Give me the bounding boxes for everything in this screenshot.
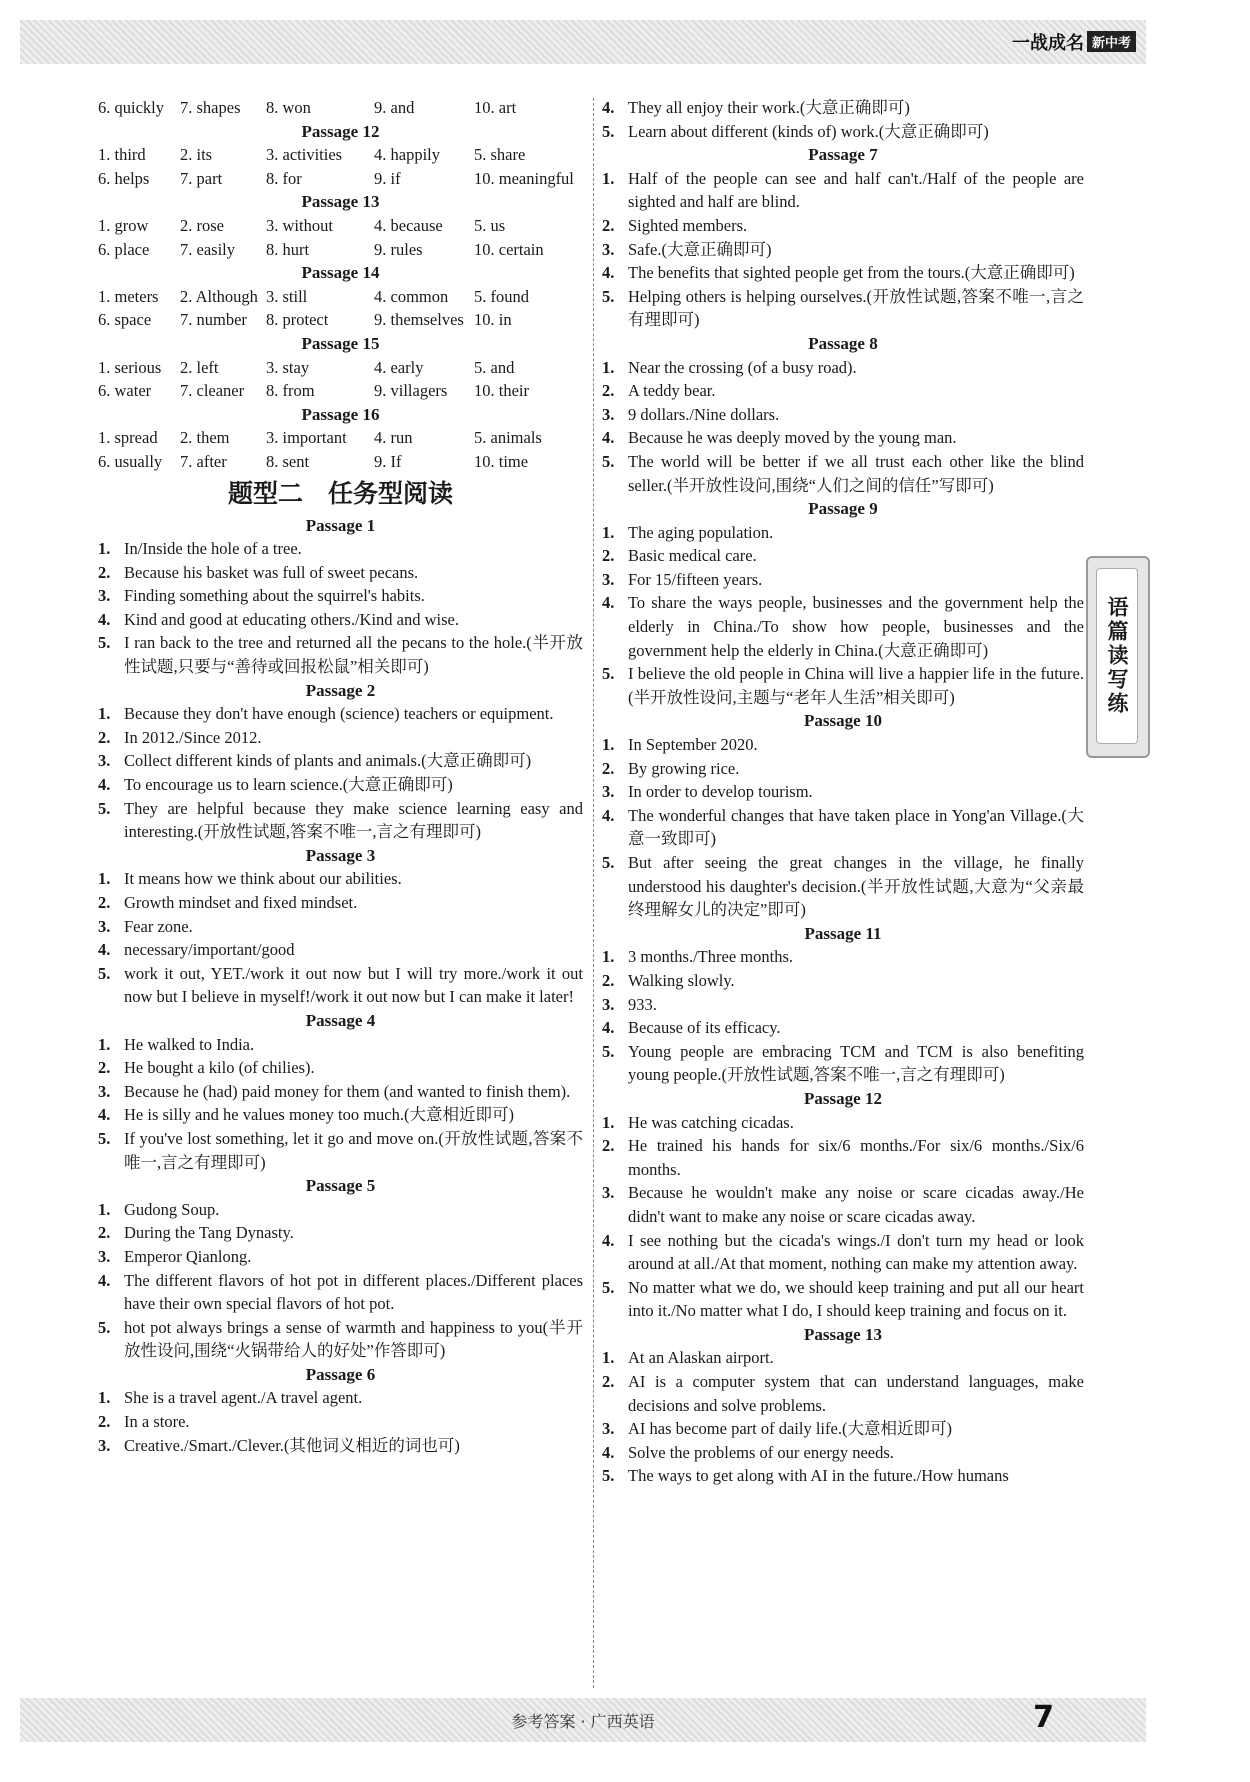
passage-title: Passage 13 bbox=[301, 192, 380, 212]
item-number: 5. bbox=[602, 451, 615, 471]
answer-cell: 9. if bbox=[374, 168, 401, 188]
answer-item bbox=[98, 584, 583, 608]
answer-cell: 5. share bbox=[474, 145, 526, 165]
answer-item bbox=[602, 969, 1084, 993]
item-text: Walking slowly. bbox=[628, 970, 735, 990]
item-number: 1. bbox=[98, 704, 111, 724]
answer-item bbox=[602, 426, 1084, 450]
item-text: Safe.(大意正确即可) bbox=[628, 239, 772, 259]
item-text: hot pot always brings a sense of warmth and happiness to you(半开放性设问,围绕“火锅带给人的好处”作答即可) bbox=[124, 1317, 583, 1361]
item-text: It means how we think about our abilities. bbox=[124, 869, 402, 889]
passage-title: Passage 12 bbox=[301, 121, 380, 141]
item-number: 3. bbox=[602, 994, 615, 1014]
item-number: 3. bbox=[602, 239, 615, 259]
answer-cell: 1. third bbox=[98, 145, 146, 165]
item-number: 4. bbox=[98, 1105, 111, 1125]
item-text: In/Inside the hole of a tree. bbox=[124, 539, 302, 559]
item-number: 4. bbox=[602, 1442, 615, 1462]
item-number: 3. bbox=[98, 751, 111, 771]
answer-cell: 4. common bbox=[374, 286, 449, 306]
item-text: Solve the problems of our energy needs. bbox=[628, 1442, 894, 1462]
answer-cell: 8. won bbox=[266, 98, 311, 117]
answer-item bbox=[602, 1276, 1084, 1323]
answer-item bbox=[602, 1134, 1084, 1181]
answer-item bbox=[602, 1040, 1084, 1087]
passage-title: Passage 11 bbox=[804, 923, 882, 943]
item-text: In 2012./Since 2012. bbox=[124, 727, 262, 747]
item-text: I believe the old people in China will live a happier life in the future.(半开放性设问,主题与“老年人生活”相关即可) bbox=[628, 664, 1084, 707]
item-text: No matter what we do, we should keep training and put all our heart into it./No matter what I do, I should keep training and focus on it. bbox=[628, 1277, 1084, 1321]
item-text: Because of its efficacy. bbox=[628, 1018, 781, 1038]
item-text: During the Tang Dynasty. bbox=[124, 1223, 294, 1243]
item-number: 2. bbox=[98, 727, 111, 747]
answer-cell: 1. spread bbox=[98, 428, 158, 448]
answer-cell: 3. without bbox=[266, 215, 333, 235]
answer-item bbox=[98, 962, 583, 1009]
item-number: 1. bbox=[602, 168, 615, 188]
answer-item bbox=[98, 1221, 583, 1245]
item-number: 1. bbox=[602, 735, 615, 755]
answer-item bbox=[602, 1111, 1084, 1135]
item-number: 2. bbox=[602, 215, 615, 235]
item-number: 4. bbox=[98, 1270, 111, 1290]
answer-cell: 3. stay bbox=[266, 357, 310, 377]
passage-title: Passage 16 bbox=[301, 404, 380, 424]
item-text: 9 dollars./Nine dollars. bbox=[628, 404, 780, 424]
answer-cell: 9. and bbox=[374, 98, 415, 117]
item-number: 3. bbox=[98, 1435, 111, 1455]
item-number: 1. bbox=[98, 1199, 111, 1219]
answer-item bbox=[602, 450, 1084, 497]
item-text: The different flavors of hot pot in different places./Different places have their own special flavors of hot pot. bbox=[124, 1270, 583, 1314]
answer-item bbox=[602, 757, 1084, 781]
item-number: 5. bbox=[98, 963, 111, 983]
answer-item bbox=[602, 120, 1084, 144]
answer-cell: 7. after bbox=[180, 451, 227, 471]
answer-row bbox=[98, 238, 583, 262]
passage-title: Passage 4 bbox=[305, 1010, 376, 1030]
item-number: 2. bbox=[602, 970, 615, 990]
item-number: 5. bbox=[602, 1466, 615, 1486]
answer-cell: 9. If bbox=[374, 451, 402, 471]
item-number: 5. bbox=[98, 1128, 111, 1148]
item-number: 1. bbox=[98, 1388, 111, 1408]
answer-cell: 3. still bbox=[266, 286, 308, 306]
passage-title: Passage 6 bbox=[305, 1364, 376, 1384]
passage-title: Passage 5 bbox=[305, 1176, 376, 1196]
item-number: 1. bbox=[602, 947, 615, 967]
item-text: They all enjoy their work.(大意正确即可) bbox=[628, 98, 910, 117]
answer-cell: 2. left bbox=[180, 357, 219, 377]
answer-item bbox=[98, 1056, 583, 1080]
left-column bbox=[98, 96, 583, 1457]
item-text: Collect different kinds of plants and animals.(大意正确即可) bbox=[124, 751, 532, 771]
answer-cell: 9. villagers bbox=[374, 381, 448, 401]
item-text: She is a travel agent./A travel agent. bbox=[124, 1388, 363, 1408]
item-number: 5. bbox=[98, 1317, 111, 1337]
answer-item bbox=[98, 891, 583, 915]
item-text: He was catching cicadas. bbox=[628, 1112, 794, 1132]
answer-cell: 5. and bbox=[474, 357, 515, 377]
answer-cell: 5. animals bbox=[474, 428, 542, 448]
item-text: Finding something about the squirrel's habits. bbox=[124, 586, 425, 606]
answer-item bbox=[602, 379, 1084, 403]
answer-item bbox=[98, 1127, 583, 1174]
item-number: 3. bbox=[602, 1183, 615, 1203]
item-number: 5. bbox=[602, 1041, 615, 1061]
item-number: 2. bbox=[98, 1058, 111, 1078]
answer-item bbox=[602, 945, 1084, 969]
footer-text: 参考答案 · 广西英语 bbox=[511, 1712, 655, 1731]
answer-item bbox=[98, 915, 583, 939]
answer-item bbox=[98, 1198, 583, 1222]
item-number: 3. bbox=[98, 1246, 111, 1266]
answer-row bbox=[98, 143, 583, 167]
item-text: The ways to get along with AI in the future./How humans bbox=[628, 1466, 1009, 1486]
item-number: 5. bbox=[602, 664, 615, 684]
item-text: He bought a kilo (of chilies). bbox=[124, 1058, 315, 1078]
answer-cell: 7. number bbox=[180, 310, 247, 330]
item-text: They are helpful because they make science learning easy and interesting.(开放性试题,答案不唯一,言之有理即可) bbox=[124, 798, 583, 842]
item-text: Emperor Qianlong. bbox=[124, 1246, 252, 1266]
item-text: work it out, YET./work it out now but I will try more./work it out now but I believe in myself!/work it out now but I can make it later! bbox=[124, 963, 583, 1007]
item-number: 5. bbox=[602, 853, 615, 872]
item-number: 1. bbox=[602, 1112, 615, 1132]
answer-item bbox=[98, 702, 583, 726]
item-text: AI has become part of daily life.(大意相近即可) bbox=[628, 1419, 952, 1439]
item-text: A teddy bear. bbox=[628, 381, 716, 401]
answer-cell: 2. Although bbox=[180, 286, 258, 306]
item-text: necessary/important/good bbox=[124, 940, 295, 960]
passage-title: Passage 1 bbox=[305, 515, 376, 535]
answer-item bbox=[98, 1080, 583, 1104]
passage-title: Passage 9 bbox=[808, 499, 878, 519]
item-text: 3 months./Three months. bbox=[628, 947, 793, 967]
answer-item bbox=[98, 1410, 583, 1434]
answer-item bbox=[602, 1181, 1084, 1228]
item-number: 4. bbox=[602, 805, 615, 825]
answer-item bbox=[602, 261, 1084, 285]
answer-cell: 2. rose bbox=[180, 215, 224, 235]
item-text: Because he (had) paid money for them (and wanted to finish them). bbox=[124, 1081, 571, 1101]
item-number: 3. bbox=[602, 782, 615, 802]
answer-cell: 7. easily bbox=[180, 239, 235, 259]
item-text: To share the ways people, businesses and the government help the elderly in China./To show how people, businesses and the government help the elderly in China.(大意正确即可) bbox=[628, 593, 1084, 660]
answer-item bbox=[98, 867, 583, 891]
answer-item bbox=[98, 726, 583, 750]
answer-cell: 7. cleaner bbox=[180, 381, 245, 401]
item-number: 3. bbox=[602, 1419, 615, 1439]
item-number: 2. bbox=[98, 1223, 111, 1243]
section-title: 题型二 任务型阅读 bbox=[227, 478, 453, 508]
item-text: He is silly and he values money too much.(大意相近即可) bbox=[124, 1105, 514, 1125]
item-text: Basic medical care. bbox=[628, 546, 757, 566]
answer-item bbox=[98, 938, 583, 962]
answer-item bbox=[602, 238, 1084, 262]
answer-item bbox=[98, 537, 583, 561]
item-text: By growing rice. bbox=[628, 758, 740, 778]
answer-item bbox=[98, 797, 583, 844]
item-text: In a store. bbox=[124, 1412, 190, 1432]
answer-cell: 8. sent bbox=[266, 451, 310, 471]
item-number: 3. bbox=[98, 916, 111, 936]
item-text: Sighted members. bbox=[628, 215, 748, 235]
answer-row bbox=[98, 426, 583, 450]
item-text: 933. bbox=[628, 994, 657, 1014]
item-text: Gudong Soup. bbox=[124, 1199, 220, 1219]
answer-item bbox=[602, 804, 1084, 851]
side-tab bbox=[1086, 556, 1150, 758]
passage-title: Passage 13 bbox=[804, 1324, 882, 1344]
answer-item bbox=[98, 1434, 583, 1458]
item-text: Growth mindset and fixed mindset. bbox=[124, 893, 358, 912]
item-text: Kind and good at educating others./Kind and wise. bbox=[124, 609, 459, 629]
item-number: 4. bbox=[98, 775, 111, 795]
answer-item bbox=[602, 285, 1084, 332]
item-number: 4. bbox=[602, 263, 615, 283]
item-number: 2. bbox=[602, 758, 615, 778]
answer-cell: 10. meaningful bbox=[474, 168, 574, 188]
answer-row bbox=[98, 96, 583, 120]
item-number: 5. bbox=[98, 633, 111, 653]
answer-cell: 4. happily bbox=[374, 145, 440, 165]
answer-item bbox=[98, 1269, 583, 1316]
item-number: 2. bbox=[602, 1136, 615, 1156]
item-text: The world will be better if we all trust each other like the blind seller.(半开放性设问,围绕“人们之间的信任”写即可) bbox=[628, 451, 1084, 495]
answer-cell: 5. us bbox=[474, 215, 506, 235]
item-number: 3. bbox=[602, 404, 615, 424]
answer-item bbox=[602, 96, 1084, 120]
item-number: 4. bbox=[602, 98, 615, 117]
answer-cell: 6. space bbox=[98, 310, 152, 330]
item-text: AI is a computer system that can understand languages, make decisions and solve problems. bbox=[628, 1372, 1084, 1415]
answer-cell: 7. shapes bbox=[180, 98, 241, 117]
item-number: 4. bbox=[98, 940, 111, 960]
answer-cell: 6. usually bbox=[98, 451, 163, 471]
answer-cell: 6. helps bbox=[98, 168, 150, 188]
item-text: Because his basket was full of sweet pecans. bbox=[124, 562, 419, 582]
answer-cell: 4. run bbox=[374, 428, 413, 448]
answer-cell: 9. themselves bbox=[374, 310, 464, 330]
item-number: 1. bbox=[98, 539, 111, 559]
item-number: 4. bbox=[602, 428, 615, 448]
item-text: I ran back to the tree and returned all the pecans to the hole.(半开放性试题,只要与“善待或回报松鼠”相关即可) bbox=[124, 633, 583, 677]
item-number: 2. bbox=[602, 381, 615, 401]
item-number: 2. bbox=[98, 893, 111, 912]
item-number: 2. bbox=[602, 546, 615, 566]
answer-item bbox=[602, 403, 1084, 427]
answer-item bbox=[98, 749, 583, 773]
answer-item bbox=[602, 214, 1084, 238]
item-number: 1. bbox=[602, 357, 615, 377]
answer-row bbox=[98, 379, 583, 403]
answer-item bbox=[602, 733, 1084, 757]
answer-row bbox=[98, 285, 583, 309]
header-bar bbox=[20, 20, 1146, 64]
item-number: 5. bbox=[602, 286, 615, 306]
item-text: Creative./Smart./Clever.(其他词义相近的词也可) bbox=[124, 1435, 460, 1455]
item-number: 4. bbox=[602, 1230, 615, 1250]
column-divider bbox=[593, 98, 594, 1688]
item-text: Half of the people can see and half can't./Half of the people are sighted and half are blind. bbox=[628, 168, 1084, 212]
answer-row bbox=[98, 356, 583, 380]
item-number: 1. bbox=[98, 869, 111, 889]
item-number: 2. bbox=[98, 562, 111, 582]
answer-cell: 10. their bbox=[474, 381, 529, 401]
answer-cell: 6. water bbox=[98, 381, 152, 401]
answer-row bbox=[98, 450, 583, 474]
answer-item bbox=[98, 1316, 583, 1363]
right-column bbox=[602, 96, 1084, 1488]
answer-item bbox=[602, 356, 1084, 380]
answer-item bbox=[98, 1103, 583, 1127]
item-text: He trained his hands for six/6 months./For six/6 months./Six/6 months. bbox=[628, 1136, 1084, 1179]
item-number: 4. bbox=[602, 1018, 615, 1038]
passage-title: Passage 8 bbox=[808, 333, 878, 353]
answer-row bbox=[98, 214, 583, 238]
answer-item bbox=[602, 521, 1084, 545]
item-number: 4. bbox=[602, 593, 615, 613]
item-number: 3. bbox=[98, 586, 111, 606]
answer-cell: 4. early bbox=[374, 357, 424, 377]
answer-cell: 8. protect bbox=[266, 310, 329, 330]
answer-item bbox=[98, 561, 583, 585]
answer-cell: 10. time bbox=[474, 451, 529, 471]
item-number: 2. bbox=[602, 1372, 615, 1392]
answer-item bbox=[602, 1016, 1084, 1040]
answer-item bbox=[98, 608, 583, 632]
brand-logo: 一战成名 新中考 bbox=[1012, 29, 1136, 55]
footer-bar bbox=[20, 1698, 1146, 1742]
item-text: Learn about different (kinds of) work.(大意正确即可) bbox=[628, 121, 989, 141]
item-text: In order to develop tourism. bbox=[628, 782, 813, 802]
item-text: Because he was deeply moved by the young man. bbox=[628, 428, 957, 448]
item-text: But after seeing the great changes in the village, he finally understood his daughter's decision.(半开放性试题,大意为“父亲最终理解女儿的决定”即可) bbox=[628, 853, 1084, 920]
item-text: The benefits that sighted people get from the tours.(大意正确即可) bbox=[628, 263, 1075, 283]
answer-cell: 2. its bbox=[180, 145, 213, 165]
answer-cell: 1. grow bbox=[98, 215, 149, 235]
answer-item bbox=[602, 993, 1084, 1017]
item-text: For 15/fifteen years. bbox=[628, 569, 763, 589]
answer-cell: 10. certain bbox=[474, 239, 544, 259]
answer-row bbox=[98, 167, 583, 191]
item-number: 3. bbox=[602, 569, 615, 589]
answer-cell: 8. hurt bbox=[266, 239, 310, 259]
answer-cell: 1. meters bbox=[98, 286, 159, 306]
answer-row bbox=[98, 308, 583, 332]
answer-item bbox=[602, 544, 1084, 568]
answer-item bbox=[602, 568, 1084, 592]
passage-title: Passage 7 bbox=[808, 145, 878, 165]
answer-cell: 10. art bbox=[474, 98, 517, 117]
passage-title: Passage 3 bbox=[305, 845, 376, 865]
item-number: 5. bbox=[98, 798, 111, 818]
answer-item bbox=[602, 167, 1084, 214]
answer-item bbox=[602, 662, 1084, 709]
item-number: 5. bbox=[602, 1277, 615, 1297]
item-text: The wonderful changes that have taken place in Yong'an Village.(大意一致即可) bbox=[628, 805, 1084, 849]
answer-item bbox=[602, 1229, 1084, 1276]
item-text: Near the crossing (of a busy road). bbox=[628, 357, 857, 377]
side-tab-label: 语篇读写练 bbox=[1096, 568, 1138, 744]
answer-cell: 3. activities bbox=[266, 145, 343, 165]
item-text: He walked to India. bbox=[124, 1034, 255, 1054]
answer-item bbox=[98, 1033, 583, 1057]
answer-cell: 6. place bbox=[98, 239, 150, 259]
answer-item bbox=[98, 631, 583, 678]
answer-cell: 5. found bbox=[474, 286, 529, 306]
item-text: Because he wouldn't make any noise or scare cicadas away./He didn't want to make any noise or scare cicadas away. bbox=[628, 1183, 1084, 1226]
answer-cell: 9. rules bbox=[374, 239, 423, 259]
answer-cell: 7. part bbox=[180, 168, 223, 188]
item-text: Because they don't have enough (science) teachers or equipment. bbox=[124, 704, 554, 724]
answer-item bbox=[602, 1441, 1084, 1465]
answer-item bbox=[602, 851, 1084, 922]
answer-item bbox=[602, 1417, 1084, 1441]
answer-cell: 8. for bbox=[266, 168, 302, 188]
item-number: 5. bbox=[602, 121, 615, 141]
answer-item bbox=[98, 773, 583, 797]
item-number: 4. bbox=[98, 609, 111, 629]
passage-title: Passage 10 bbox=[804, 711, 882, 731]
answer-item bbox=[602, 780, 1084, 804]
answer-cell: 6. quickly bbox=[98, 98, 164, 117]
answer-cell: 2. them bbox=[180, 428, 230, 448]
item-text: In September 2020. bbox=[628, 735, 758, 755]
item-text: I see nothing but the cicada's wings./I don't turn my head or look around at all./At that moment, nothing can make my attention away. bbox=[628, 1230, 1084, 1274]
passage-title: Passage 14 bbox=[301, 263, 380, 283]
answer-item bbox=[602, 591, 1084, 662]
answer-cell: 10. in bbox=[474, 310, 512, 330]
answer-cell: 4. because bbox=[374, 215, 443, 235]
answer-item bbox=[98, 1386, 583, 1410]
answer-item bbox=[602, 1346, 1084, 1370]
item-text: If you've lost something, let it go and move on.(开放性试题,答案不唯一,言之有理即可) bbox=[124, 1128, 583, 1172]
item-text: Young people are embracing TCM and TCM is also benefiting young people.(开放性试题,答案不唯一,言之有理即可) bbox=[628, 1041, 1084, 1085]
answer-item bbox=[98, 1245, 583, 1269]
passage-title: Passage 15 bbox=[301, 333, 380, 353]
answer-item bbox=[602, 1370, 1084, 1417]
passage-title: Passage 2 bbox=[305, 680, 376, 700]
item-number: 1. bbox=[602, 1348, 615, 1368]
item-number: 1. bbox=[98, 1034, 111, 1054]
item-text: Fear zone. bbox=[124, 916, 193, 936]
item-number: 2. bbox=[98, 1412, 111, 1432]
item-number: 3. bbox=[98, 1081, 111, 1101]
item-number: 1. bbox=[602, 522, 615, 542]
page-number: 7 bbox=[1033, 1700, 1054, 1735]
passage-title: Passage 12 bbox=[804, 1088, 882, 1108]
item-text: At an Alaskan airport. bbox=[628, 1348, 774, 1368]
answer-cell: 8. from bbox=[266, 381, 315, 401]
answer-cell: 1. serious bbox=[98, 357, 162, 377]
item-text: To encourage us to learn science.(大意正确即可) bbox=[124, 775, 453, 795]
answer-item bbox=[602, 1464, 1084, 1488]
answer-cell: 3. important bbox=[266, 428, 347, 448]
item-text: Helping others is helping ourselves.(开放性试题,答案不唯一,言之有理即可) bbox=[628, 286, 1084, 330]
item-text: The aging population. bbox=[628, 522, 774, 542]
